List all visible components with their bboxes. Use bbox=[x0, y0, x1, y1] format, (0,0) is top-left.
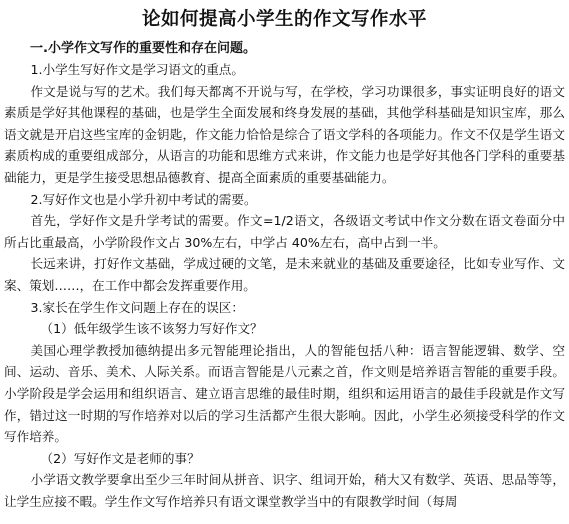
paragraph-long-term: 长远来讲，打好作文基础，学成过硬的文笔，是未来就业的基础及重要途径，比如专业写作、文案、策划……，在工作中都会发挥重要作用。 bbox=[4, 256, 565, 293]
paragraph-exam-need: 首先，学好作文是升学考试的需要。作文=1/2语文，各级语文考试中作文分数在语文卷面分中所占比重最高，小学阶段作文占 30%左右，中学占 40%左右，高中占到一半。 bbox=[4, 213, 565, 250]
paragraph-teaching-time: 小学语文教学要拿出至少三年时间从拼音、识字、组词开始，稍大又有数学、英语、思品等等，让学生应接不暇。学生作文写作培养只有语文课堂教学当中的有限教学时间（每周 bbox=[4, 472, 565, 509]
subheading-3: 3.家长在学生作文问题上存在的误区： bbox=[30, 299, 244, 315]
subheading-2: 2.写好作文也是小学升初中考试的需要。 bbox=[30, 191, 257, 207]
question-2: （2）写好作文是老师的事？ bbox=[40, 450, 200, 466]
paragraph-multiple-intelligences: 美国心理学教授加德纳提出多元智能理论指出，人的智能包括八种：语言智能逻辑、数学、空间、运动、音乐、美术、人际关系。而语言智能是八元素之首，作文则是培养语言智能的重要手段。小学阶段是学会运用和组织语言、建立语言思维的最佳时期，组织和运用语言的最佳手段就是作文写作，错过这一时期的写作培养对以后的学习生活都产生很大影响。因此，小学生必须接受科学的作文写作培养。 bbox=[4, 342, 565, 445]
subheading-1: 1.小学生写好作文是学习语文的重点。 bbox=[30, 62, 244, 77]
question-1: （1）低年级学生该不该努力写好作文？ bbox=[40, 321, 263, 337]
section-heading: 一.小学作文写作的重要性和存在问题。 bbox=[30, 41, 256, 56]
document-title: 论如何提高小学生的作文写作水平 bbox=[141, 9, 427, 30]
paragraph-art-of-writing: 作文是说与写的艺术。我们每天都离不开说与写，在学校，学习功课很多，事实证明良好的语文素质是学好其他课程的基础，也是学生全面发展和终身发展的基础，其他学科基础是知识宝库，那么语文就是开启这些宝库的金钥匙，作文能力恰恰是综合了语文学科的各项能力。作文不仅是学生语文素质构成的重要组成部分，从语言的功能和思维方式来讲，作文能力也是学好其他各门学科的重要基础能力，更是学生接受思想品德教育、提高全面素质的重要基础能力。 bbox=[4, 83, 565, 185]
